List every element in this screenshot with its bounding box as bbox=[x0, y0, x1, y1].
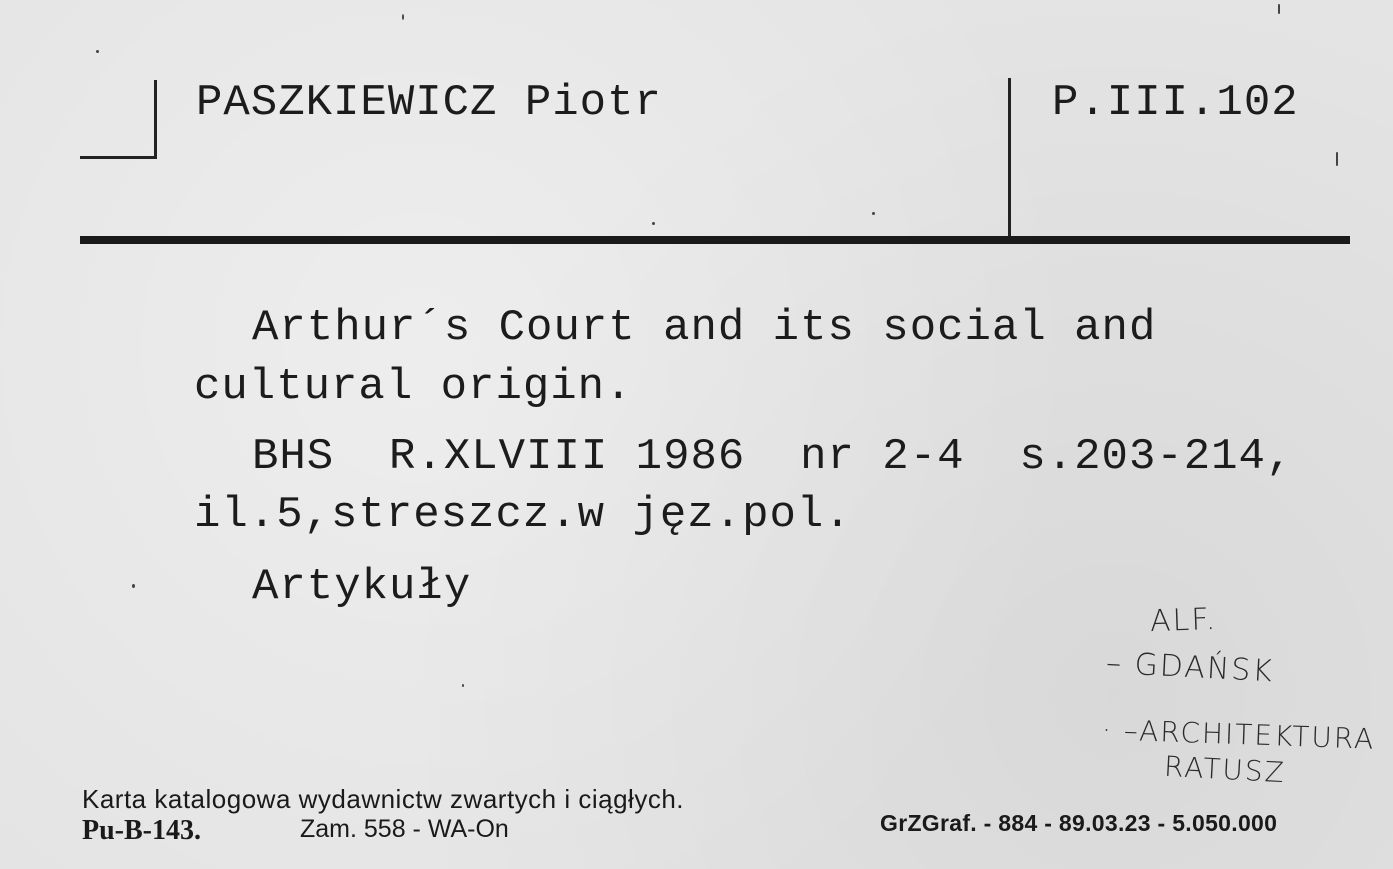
form-title: Karta katalogowa wydawnictw zwartych i ciągłych. bbox=[82, 784, 685, 814]
heading-rule bbox=[80, 236, 1350, 244]
category-label: Artykuły bbox=[252, 562, 472, 612]
heading-divider bbox=[1008, 78, 1011, 238]
title-line-2: cultural origin. bbox=[194, 362, 633, 412]
dust-speck bbox=[132, 584, 135, 588]
source-line-2: il.5,streszcz.w jęz.pol. bbox=[194, 490, 852, 540]
dust-speck bbox=[872, 212, 875, 215]
form-code: Pu-B-143. bbox=[82, 815, 201, 846]
handwritten-note: RATUSZ bbox=[1163, 749, 1287, 790]
printer-imprint: GrZGraf. - 884 - 89.03.23 - 5.050.000 bbox=[880, 810, 1278, 836]
order-number: Zam. 558 - WA-On bbox=[300, 815, 509, 843]
source-line-1: BHS R.XLVIII 1986 nr 2-4 s.203-214, bbox=[252, 432, 1294, 482]
handwritten-note: ALF. bbox=[1149, 601, 1218, 640]
handwritten-note: · –ARCHITEKTURA bbox=[1101, 713, 1376, 756]
corner-mark-horizontal bbox=[80, 156, 157, 159]
dust-speck bbox=[96, 50, 99, 53]
author-heading: PASZKIEWICZ Piotr bbox=[196, 78, 662, 128]
handwritten-note: – GDAŃSK bbox=[1105, 645, 1275, 690]
dust-speck bbox=[652, 222, 655, 225]
dust-speck bbox=[1278, 4, 1280, 14]
call-number: P.III.102 bbox=[1052, 78, 1299, 128]
corner-mark-vertical bbox=[154, 80, 157, 158]
title-line-1: Arthur´s Court and its social and bbox=[252, 303, 1157, 353]
dust-speck bbox=[402, 14, 404, 20]
dust-speck bbox=[462, 684, 464, 687]
dust-speck bbox=[1336, 152, 1338, 166]
